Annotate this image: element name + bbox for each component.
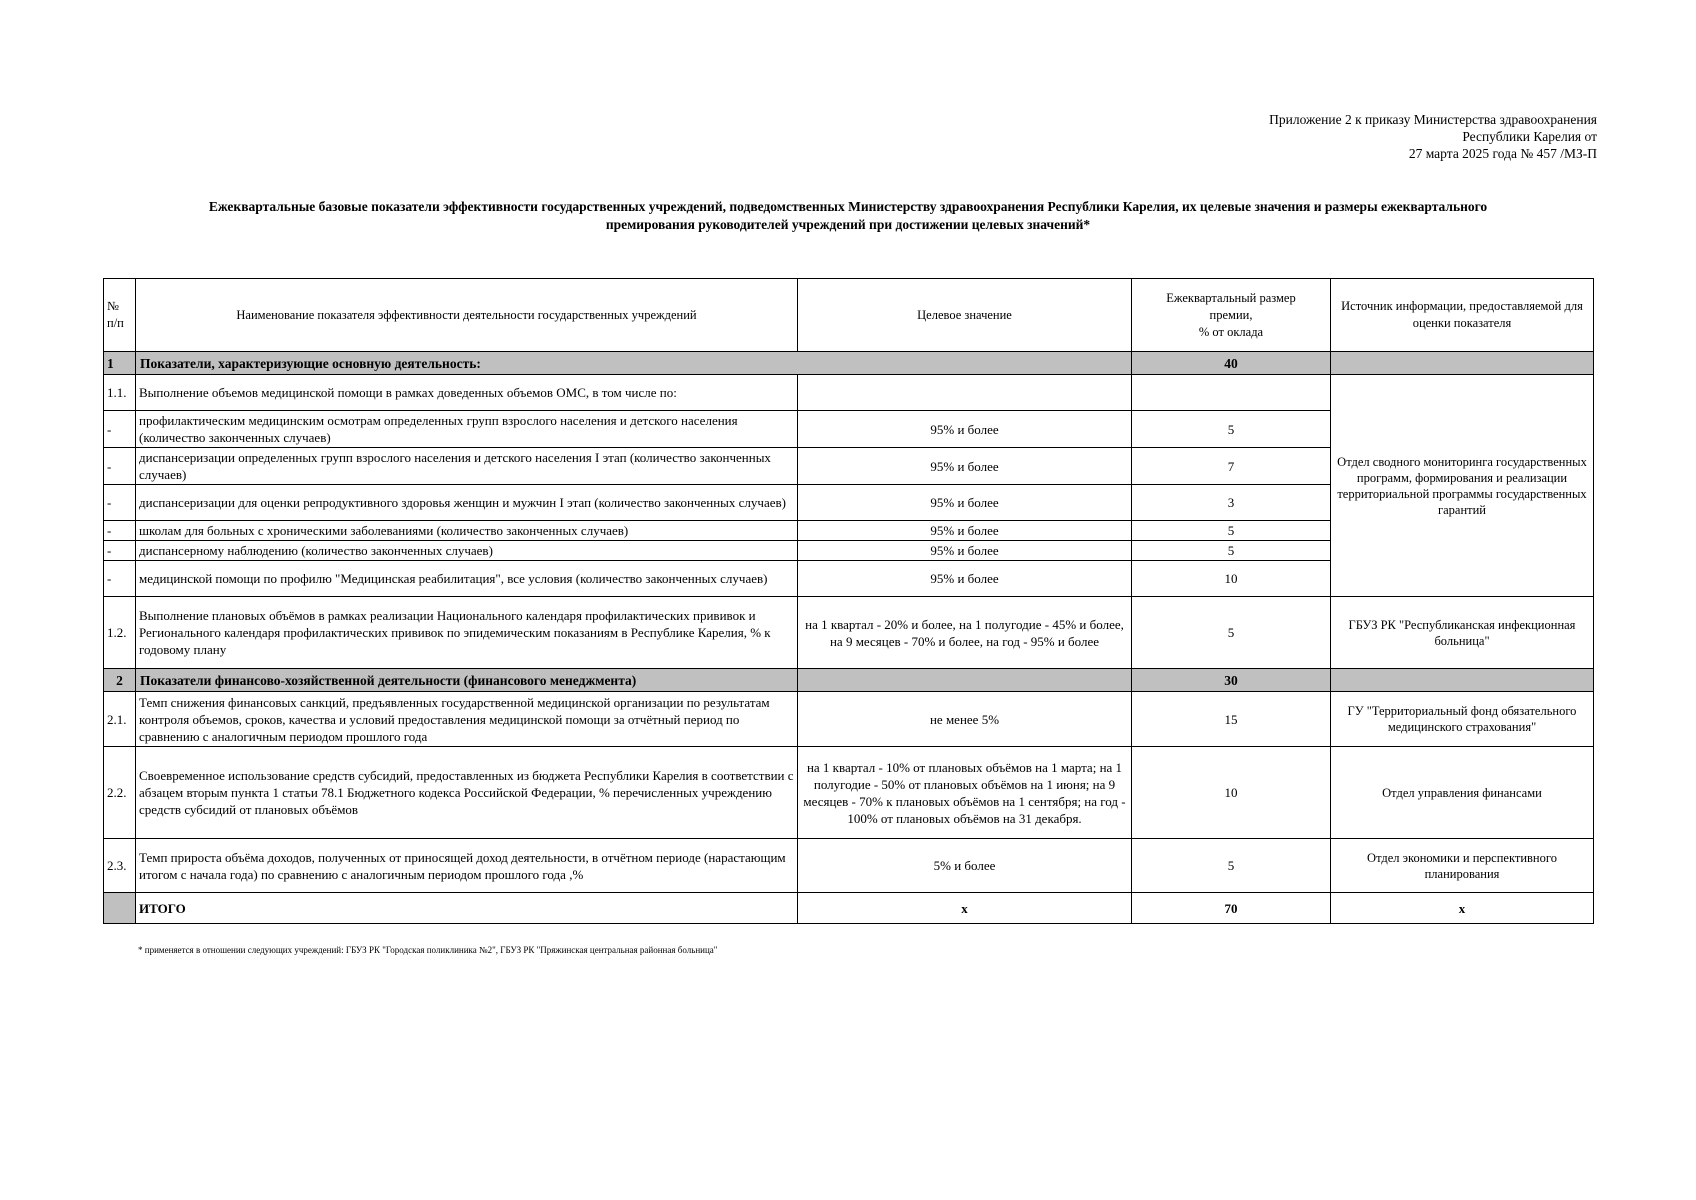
row-indicator-name: Выполнение плановых объёмов в рамках реализации Национального календаря профилактических прививок и Регионального календаря профилактических прививок по эпидемическим показаниям в Республике Карелия, % к годовому плану xyxy=(136,597,798,669)
row-info-source: Отдел управления финансами xyxy=(1331,747,1594,839)
row-indicator-name: Темп прироста объёма доходов, полученных от приносящей доход деятельности, в отчётном периоде (нарастающим итогом с начала года) по сравнению с аналогичным периодом прошлого года ,% xyxy=(136,839,798,893)
row-target-value: 95% и более xyxy=(798,485,1132,521)
section-2-number: 2 xyxy=(104,669,136,692)
row-indicator-name: Выполнение объемов медицинской помощи в рамках доведенных объемов ОМС, в том числе по: xyxy=(136,375,798,411)
row-target-value: 95% и более xyxy=(798,521,1132,541)
document-title xyxy=(120,198,1576,234)
total-source: х xyxy=(1331,893,1594,924)
row-bonus-value: 7 xyxy=(1132,448,1331,485)
row-info-source: ГУ "Территориальный фонд обязательного медицинского страхования" xyxy=(1331,692,1594,747)
row-target-value: на 1 квартал - 20% и более, на 1 полугодие - 45% и более, на 9 месяцев - 70% и более, на год - 95% и более xyxy=(798,597,1132,669)
source-1-1: Отдел сводного мониторинга государственных программ, формирования и реализации территориальной программы государственных гарантий xyxy=(1331,375,1594,597)
row-indicator-name: школам для больных с хроническими заболеваниями (количество законченных случаев) xyxy=(136,521,798,541)
section-1-bonus: 40 xyxy=(1132,352,1331,375)
document-title-line-2: премирования руководителей учреждений при достижении целевых значений* xyxy=(605,217,1091,232)
row-number: 2.2. xyxy=(104,747,136,839)
header-number: № п/п xyxy=(104,279,136,352)
row-indicator-name: медицинской помощи по профилю "Медицинская реабилитация", все условия (количество законченных случаев) xyxy=(136,561,798,597)
row-bonus-value: 5 xyxy=(1132,597,1331,669)
indicators-table xyxy=(103,278,1594,924)
row-bonus-value: 3 xyxy=(1132,485,1331,521)
table-header-row xyxy=(104,279,1594,352)
footnote: * применяется в отношении следующих учреждений: ГБУЗ РК "Городская поликлиника №2", ГБУЗ РК "Пряжинская центральная районная больница" xyxy=(138,945,718,955)
row-bonus-value: 5 xyxy=(1132,411,1331,448)
row-bonus-value: 5 xyxy=(1132,839,1331,893)
table-row-2-1 xyxy=(104,692,1594,747)
section-1-title: Показатели, характеризующие основную деятельность: xyxy=(136,352,1132,375)
row-indicator-name: диспансеризации определенных групп взрослого населения и детского населения I этап (количество законченных случаев) xyxy=(136,448,798,485)
appendix-line-2: Республики Карелия от xyxy=(1462,129,1597,144)
header-target-value: Целевое значение xyxy=(798,279,1132,352)
row-bonus-value: 15 xyxy=(1132,692,1331,747)
total-number-empty xyxy=(104,893,136,924)
row-bonus-empty xyxy=(1132,375,1331,411)
section-2-bonus: 30 xyxy=(1132,669,1331,692)
row-number: 1.2. xyxy=(104,597,136,669)
table-row-2-2 xyxy=(104,747,1594,839)
row-target-value: 95% и более xyxy=(798,448,1132,485)
total-target: х xyxy=(798,893,1132,924)
row-target-value: 95% и более xyxy=(798,561,1132,597)
row-info-source: ГБУЗ РК "Республиканская инфекционная больница" xyxy=(1331,597,1594,669)
row-indicator-name: диспансерному наблюдению (количество законченных случаев) xyxy=(136,541,798,561)
row-target-value: на 1 квартал - 10% от плановых объёмов на 1 марта; на 1 полугодие - 50% от плановых объёмов на 1 июня; на 9 месяцев - 70% к плановых объёмов на 1 сентября; на год - 100% от плановых объёмов на 31 декабря. xyxy=(798,747,1132,839)
row-target-value: 5% и более xyxy=(798,839,1132,893)
table-row-1-2 xyxy=(104,597,1594,669)
row-indicator-name: Темп снижения финансовых санкций, предъявленных государственной медицинской организации по результатам контроля объемов, сроков, качества и условий предоставления медицинской помощи за отчётный период по сравнению с аналогичным периодом прошлого года xyxy=(136,692,798,747)
table-row-1-1 xyxy=(104,375,1594,411)
row-indicator-name: Своевременное использование средств субсидий, предоставленных из бюджета Республики Карелия в соответствии с абзацем вторым пункта 1 статьи 78.1 Бюджетного кодекса Российской Федерации, % перечисленных учреждению средств субсидий от плановых объёмов xyxy=(136,747,798,839)
appendix-note xyxy=(1269,111,1597,162)
total-row xyxy=(104,893,1594,924)
row-number: - xyxy=(104,448,136,485)
row-target-empty xyxy=(798,375,1132,411)
section-2-source-empty xyxy=(1331,669,1594,692)
appendix-line-3: 27 марта 2025 года № 457 /МЗ-П xyxy=(1408,146,1597,161)
row-info-source: Отдел экономики и перспективного планирования xyxy=(1331,839,1594,893)
row-indicator-name: диспансеризации для оценки репродуктивного здоровья женщин и мужчин I этап (количество законченных случаев) xyxy=(136,485,798,521)
total-label: ИТОГО xyxy=(136,893,798,924)
section-1-row xyxy=(104,352,1594,375)
section-1-source-empty xyxy=(1331,352,1594,375)
header-info-source: Источник информации, предоставляемой для оценки показателя xyxy=(1331,279,1594,352)
row-number: 1.1. xyxy=(104,375,136,411)
row-target-value: не менее 5% xyxy=(798,692,1132,747)
row-number: - xyxy=(104,411,136,448)
header-bonus: Ежеквартальный размер премии, % от оклада xyxy=(1132,279,1331,352)
row-bonus-value: 5 xyxy=(1132,521,1331,541)
document-title-line-1: Ежеквартальные базовые показатели эффективности государственных учреждений, подведомственных Министерству здравоохранения Республики Карелия, их целевые значения и размеры ежеквартального xyxy=(208,199,1488,214)
section-2-title: Показатели финансово-хозяйственной деятельности (финансового менеджмента) xyxy=(136,669,798,692)
row-number: - xyxy=(104,561,136,597)
total-bonus: 70 xyxy=(1132,893,1331,924)
row-number: - xyxy=(104,485,136,521)
row-number: - xyxy=(104,521,136,541)
row-target-value: 95% и более xyxy=(798,541,1132,561)
row-indicator-name: профилактическим медицинским осмотрам определенных групп взрослого населения и детского населения (количество законченных случаев) xyxy=(136,411,798,448)
appendix-line-1: Приложение 2 к приказу Министерства здравоохранения xyxy=(1269,112,1597,127)
row-number: - xyxy=(104,541,136,561)
row-bonus-value: 10 xyxy=(1132,747,1331,839)
row-number: 2.1. xyxy=(104,692,136,747)
row-target-value: 95% и более xyxy=(798,411,1132,448)
section-2-target-empty xyxy=(798,669,1132,692)
row-bonus-value: 10 xyxy=(1132,561,1331,597)
row-number: 2.3. xyxy=(104,839,136,893)
row-bonus-value: 5 xyxy=(1132,541,1331,561)
section-1-number: 1 xyxy=(104,352,136,375)
table-row-2-3 xyxy=(104,839,1594,893)
section-2-row xyxy=(104,669,1594,692)
header-indicator-name: Наименование показателя эффективности деятельности государственных учреждений xyxy=(136,279,798,352)
